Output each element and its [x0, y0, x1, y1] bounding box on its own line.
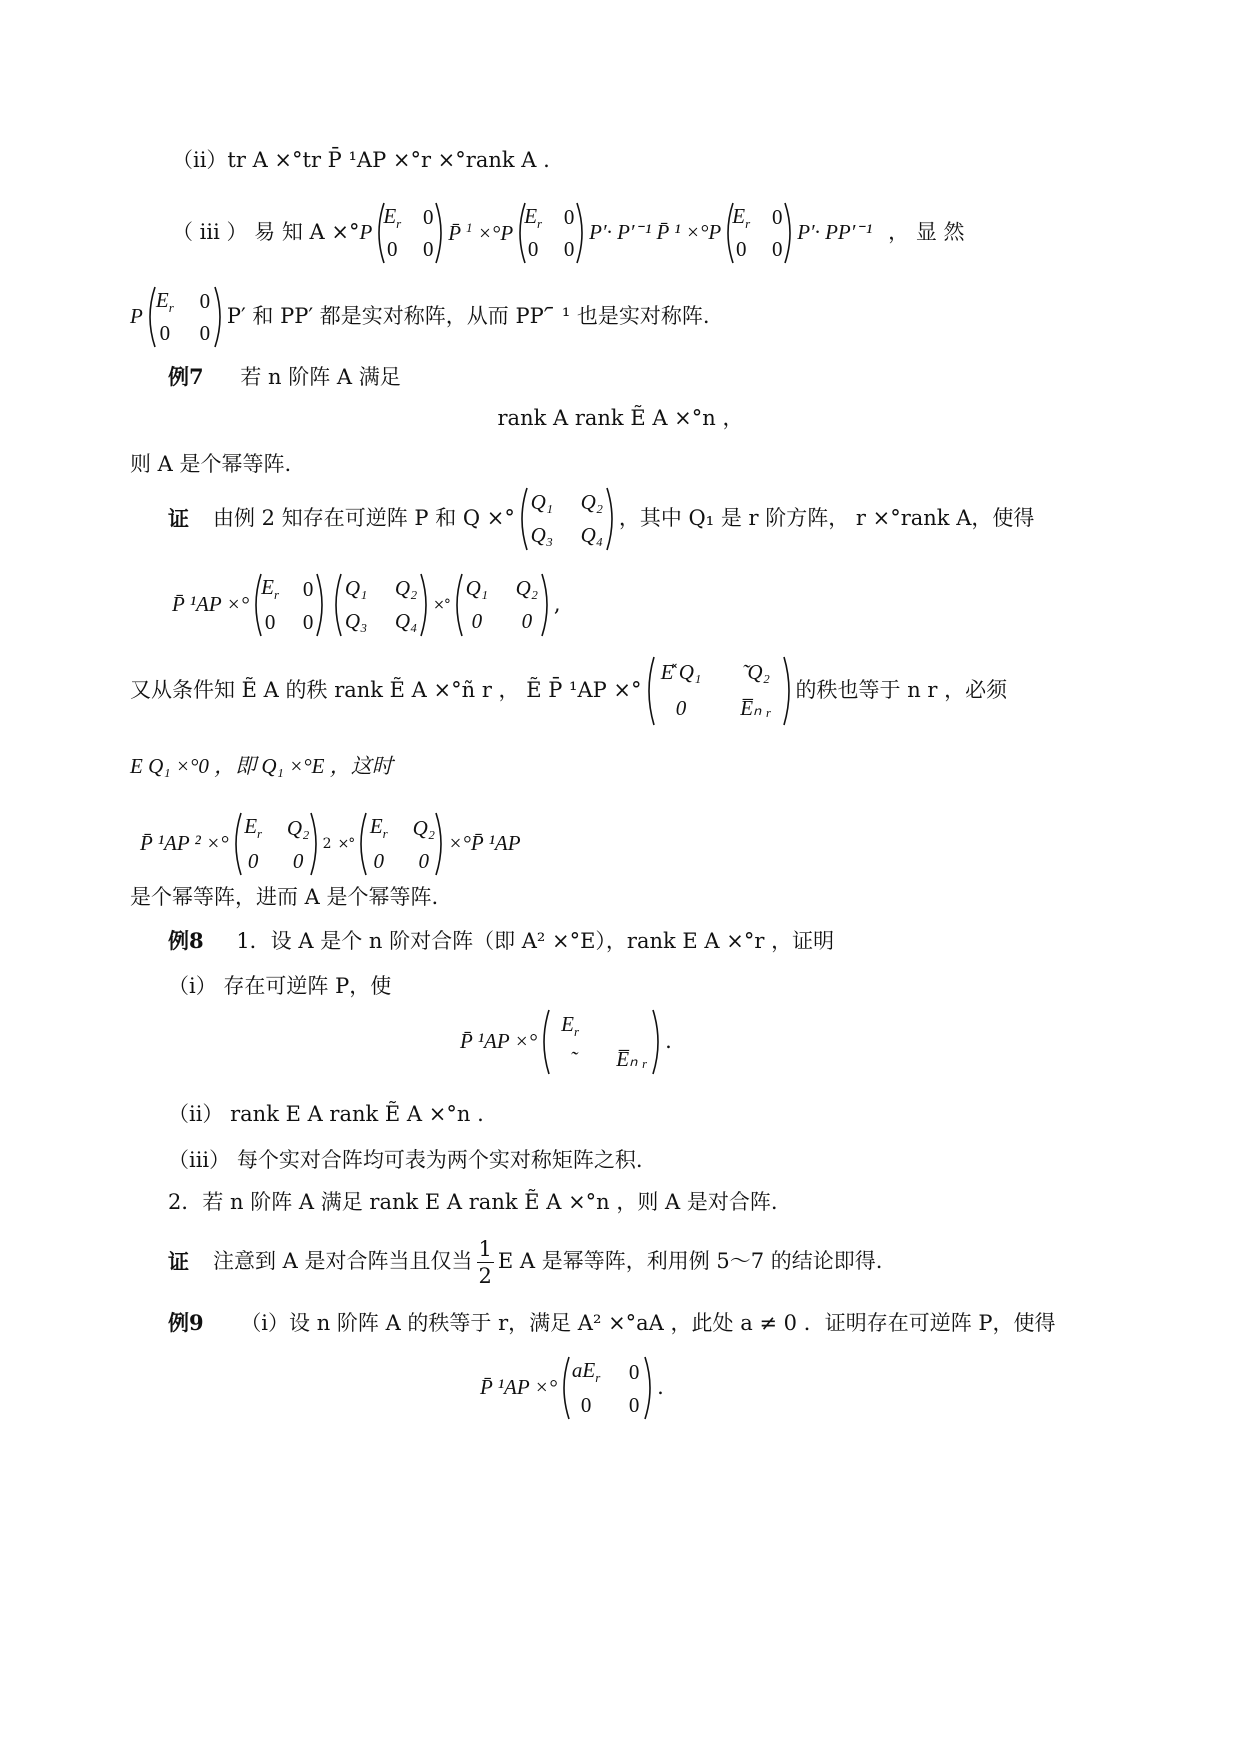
example-7-conclusion — [130, 452, 291, 477]
example-8-header — [168, 928, 834, 954]
cell: 0 — [423, 205, 434, 230]
proof-label: 证 — [168, 1249, 189, 1275]
cell: $E_r$ — [524, 203, 543, 231]
example-8-i — [168, 974, 391, 999]
cell: E̅ₙ ᵣ — [616, 1047, 648, 1072]
line-iii — [172, 198, 965, 268]
example-label: 例9 — [168, 1310, 204, 1335]
example-8-equation — [460, 1006, 672, 1078]
example-9-header — [168, 1310, 1056, 1336]
equation-block-1 — [172, 570, 561, 640]
condition-line — [130, 654, 1007, 728]
cell: E̅ₙ ᵣ — [740, 696, 772, 721]
matrix-iii-2 — [515, 201, 587, 265]
equation-lhs: P̄ ¹AP ² ×° — [140, 831, 229, 856]
cell: 0 — [199, 321, 211, 346]
example-8-part2 — [168, 1190, 778, 1215]
example-9-equation — [480, 1352, 664, 1424]
cell: 0 — [264, 609, 276, 634]
condition-text: 又从条件知 Ẽ A 的秩 rank Ẽ A ×°ñ r ， Ẽ P̄ ¹AP ×° — [130, 678, 642, 703]
cell: Q₂ — [580, 489, 604, 514]
matrix-iii-1 — [374, 201, 446, 265]
matrix-cond — [644, 655, 794, 727]
cell: 0 — [675, 696, 687, 721]
condition-text: 的秩也等于 n r ，必须 — [795, 678, 1008, 703]
conclusion-text: 是个幂等阵，进而 A 是个幂等阵. — [130, 885, 439, 909]
matrix-eq1c — [452, 572, 552, 638]
comma: , — [553, 592, 561, 617]
cell: 0 — [418, 848, 430, 873]
cell: ̃ Q₂ — [742, 660, 770, 685]
cell: 0 — [580, 1392, 592, 1417]
cell: $E_r$ — [561, 1011, 580, 1039]
cell: 0 — [563, 205, 575, 230]
fraction-one-half — [477, 1236, 494, 1289]
fraction-numerator: 1 — [478, 1236, 492, 1261]
matrix-Q — [517, 486, 617, 552]
proof-text: 注意到 A 是对合阵当且仅当 — [213, 1249, 473, 1274]
fraction-denominator: 2 — [478, 1263, 492, 1288]
line-iii-suffix: ， 显 然 — [888, 220, 965, 245]
matrix-l3 — [145, 285, 225, 349]
equals-glyph: ×° — [433, 596, 450, 613]
matrix-eq2b — [356, 811, 446, 877]
cell: 0 — [302, 576, 314, 601]
cell: 0 — [302, 609, 314, 634]
cell: 0 — [563, 237, 575, 262]
proof-7-line1 — [168, 484, 1034, 554]
equation-block-2 — [140, 808, 521, 880]
matrix-eq2a — [231, 811, 321, 877]
matrix-ex9 — [559, 1355, 655, 1421]
cell: 0 — [628, 1392, 640, 1417]
cell: $E_r$ — [155, 287, 174, 315]
line-ii-trace — [172, 148, 550, 173]
cell: Q₃ — [530, 522, 554, 547]
example-text: 1．设 A 是个 n 阶对合阵（即 A² ×°E），rank E A ×°r ，证明 — [236, 929, 835, 953]
cell: E̽ Q₁ — [660, 660, 702, 685]
cell: 0 — [387, 237, 398, 262]
example-text: 若 n 阶阵 A 满足 — [240, 365, 401, 389]
period: . — [657, 1375, 664, 1400]
item-text: 2．若 n 阶阵 A 满足 rank E A rank Ẽ A ×°n ，则 A 是对合阵. — [168, 1190, 778, 1214]
cell: Q₃ — [344, 608, 368, 633]
cell: $E_r$ — [261, 575, 280, 603]
cell: 0 — [373, 848, 385, 873]
cell: 0 — [521, 608, 533, 633]
var-P: P — [359, 220, 373, 245]
equation-lhs: P̄ ¹AP ×° — [480, 1375, 558, 1400]
condition-text: E Q₁ ×°0 ，即 Q₁ ×°E ，这时 — [130, 754, 393, 778]
expr-P-inv-P: P̄ $^1$ ×°P — [448, 219, 514, 245]
cell: Q₁ — [344, 575, 368, 600]
example-7-equation — [0, 406, 1241, 431]
conclusion-text: 则 A 是个幂等阵. — [130, 452, 292, 476]
cell: 0 — [771, 205, 783, 230]
cell: $E_r$ — [383, 203, 402, 231]
real-symmetric-text: P′ 和 PP′ 都是实对称阵，从而 PP′ ̄ ¹ 也是实对称阵. — [226, 304, 710, 329]
exponent: 2 — [322, 835, 332, 852]
proof-text: E A 是幂等阵，利用例 5～7 的结论即得. — [497, 1249, 883, 1274]
item-text: （ii） rank E A rank Ẽ A ×°n . — [168, 1102, 484, 1126]
var-P: P — [130, 304, 143, 329]
expr-end: P′· PP′ ̄ ¹ — [797, 220, 873, 245]
cell: Q₁ — [465, 575, 489, 600]
equation-lhs: P̄ ¹AP ×° — [460, 1029, 538, 1054]
matrix-eq1a — [251, 572, 327, 638]
line-iii-prefix: （ iii ） 易 知 A ×° — [172, 220, 360, 245]
equals-glyph: ×° — [337, 835, 355, 852]
cell: 0 — [292, 848, 304, 873]
cell: Q₁ — [530, 489, 554, 514]
cell: Q₂ — [394, 575, 418, 600]
conclusion-2 — [130, 885, 438, 910]
example-8-ii — [168, 1102, 484, 1127]
matrix-ex8 — [539, 1008, 663, 1076]
period: . — [665, 1029, 672, 1054]
cell: $E_r$ — [369, 814, 388, 842]
cell: 0 — [771, 237, 783, 262]
cell: $aE_r$ — [571, 1358, 601, 1386]
cell: 0 — [628, 1359, 640, 1384]
proof-text: 由例 2 知存在可逆阵 P 和 Q ×° — [213, 506, 515, 531]
trace-equation: （ii）tr A ×°tr P̄ ¹AP ×°r ×°rank A . — [172, 148, 550, 172]
cell: Q₄ — [580, 522, 604, 547]
cell: 0 — [199, 289, 211, 314]
example-text: （i）设 n 阶阵 A 的秩等于 r，满足 A² ×°aA ，此处 a ≠ 0 ．证明存在可逆阵 P，使得 — [240, 1311, 1056, 1335]
cell: 0 — [735, 237, 747, 262]
equation-lhs: P̄ ¹AP ×° — [172, 592, 250, 617]
cell: Q₂ — [286, 815, 310, 840]
cell: Q₂ — [515, 575, 539, 600]
cell: 0 — [247, 848, 259, 873]
equation-rhs: ×°P̄ ¹AP — [448, 831, 521, 856]
cell: Q₄ — [394, 608, 418, 633]
condition-line-2 — [130, 754, 393, 779]
matrix-eq1b — [331, 572, 431, 638]
cell: 0 — [527, 237, 539, 262]
cell: 0 — [159, 321, 171, 346]
proof-label: 证 — [168, 506, 189, 532]
equation: rank A rank Ẽ A ×°n ， — [497, 406, 744, 430]
cell: Q₂ — [412, 815, 436, 840]
example-label: 例8 — [168, 928, 204, 953]
expr-middle: P′· P′ ̄ ¹ P̄ ¹ ×°P — [589, 220, 722, 245]
cell: 0 — [423, 237, 434, 262]
example-8-iii — [168, 1148, 643, 1173]
example-label: 例7 — [168, 364, 204, 389]
matrix-iii-3 — [723, 201, 795, 265]
cell: 0 — [471, 608, 483, 633]
example-7-header — [168, 364, 401, 390]
item-text: （iii） 每个实对合阵均可表为两个实对称矩阵之积. — [168, 1148, 643, 1172]
proof-8 — [168, 1232, 882, 1292]
proof-text: ，其中 Q₁ 是 r 阶方阵， r ×°rank A，使得 — [618, 506, 1035, 531]
item-text: （i） 存在可逆阵 P，使 — [168, 974, 392, 998]
line-real-symmetric — [130, 282, 710, 352]
cell: $E_r$ — [244, 814, 263, 842]
cell: $E_r$ — [732, 203, 751, 231]
